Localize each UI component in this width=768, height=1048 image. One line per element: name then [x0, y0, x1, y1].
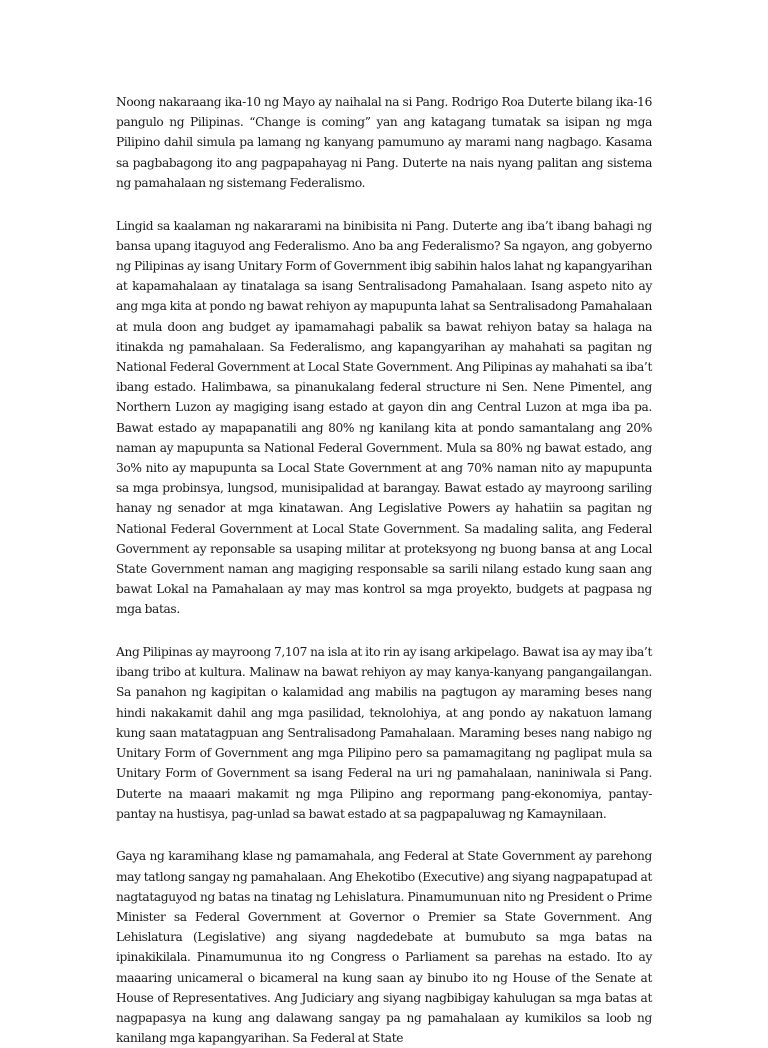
- paragraph-federalismo: Lingid sa kaalaman ng nakararami na binibisita ni Pang. Duterte ang iba’t ibang bahagi ng bansa upang itaguyod ang Federalismo. Ano ba ang Federalismo? Sa ngayon, ang gobyerno ng Pilipinas ay isang Unitary Form of Government ibig sabihin halos lahat ng kapangyarihan at kapamahalaan ay tinatalaga sa isang Sentralisadong Pamahalaan. Isang aspeto nito ay ang mga kita at pondo ng bawat rehiyon ay mapupunta lahat sa Sentralisadong Pamahalaan at mula doon ang budget ay ipamamahagi pabalik sa bawat rehiyon batay sa halaga na itinakda ng pamahalaan. Sa Federalismo, ang kapangyarihan ay mahahati sa pagitan ng National Federal Government at Local State Government. Ang Pilipinas ay mahahati sa iba’t ibang estado. Halimbawa, sa pinanukalang federal structure ni Sen. Nene Pimentel, ang Northern Luzon ay magiging isang estado at gayon din ang Central Luzon at mga iba pa. Bawat estado ay mapapanatili ang 80% ng kanilang kita at pondo samantalang ang 20% naman ay mapupunta sa National Federal Government. Mula sa 80% ng bawat estado, ang 3o% nito ay mapupunta sa Local State Government at ang 70% naman nito ay mapupunta sa mga probinsya, lungsod, munisipalidad at barangay. Bawat estado ay mayroong sariling hanay ng senador at mga kinatawan. Ang Legislative Powers ay hahatiin sa pagitan ng National Federal Government at Local State Government. Sa madaling salita, ang Federal Government ay reponsable sa usaping militar at proteksyong ng buong bansa at ang Local State Government naman ang magiging responsable sa sarili nilang estado kung saan ang bawat Lokal na Pamahalaan ay may mas kontrol sa mga proyekto, budgets at pagpasa ng mga batas.: [116, 218, 652, 617]
- paragraph-intro: Noong nakaraang ika-10 ng Mayo ay naihalal na si Pang. Rodrigo Roa Duterte bilang ika-16 pangulo ng Pilipinas. “Change is coming” yan ang katagang tumatak sa isipan ng mga Pilipino dahil simula pa lamang ng kanyang pamumuno ay marami nang nagbago. Kasama sa pagbabagong ito ang pagpapahayag ni Pang. Duterte na nais nyang palitan ang sistema ng pamahalaan ng sistemang Federalismo.: [116, 95, 652, 190]
- paragraph-arkipelago: Ang Pilipinas ay mayroong 7,107 na isla at ito rin ay isang arkipelago. Bawat isa ay may iba’t ibang tribo at kultura. Malinaw na bawat rehiyon ay may kanya-kanyang pangangailangan. Sa panahon ng kagipitan o kalamidad ang mabilis na pagtugon ay maraming beses nang hindi nakakamit dahil ang mga pasilidad, teknolohiya, at ang pondo ay nakatuon lamang kung saan matatagpuan ang Sentralisadong Pamahalaan. Maraming beses nang nabigo ng Unitary Form of Government ang mga Pilipino pero sa pamamagitang ng paglipat mula sa Unitary Form of Government sa isang Federal na uri ng pamahalaan, naniniwala si Pang. Duterte na maaari makamit ng mga Pilipino ang repormang pang-ekonomiya, pantay-pantay na hustisya, pag-unlad sa bawat estado at sa pagpapaluwag ng Kamaynilaan.: [116, 645, 652, 821]
- paragraph-sangay-ng-pamahalaan: Gaya ng karamihang klase ng pamamahala, ang Federal at State Government ay parehong may tatlong sangay ng pamahalaan. Ang Ehekotibo (Executive) ang siyang nagpapatupad at nagtataguyod ng batas na tinatag ng Lehislatura. Pinamumunuan nito ng President o Prime Minister sa Federal Government at Governor o Premier sa State Government. Ang Lehislatura (Legislative) ang siyang nagdedebate at bumubuto sa mga batas na ipinakikilala. Pinamumunua ito ng Congress o Parliament sa parehas na estado. Ito ay maaaring unicameral o bicameral na kung saan ay binubo ito ng House of the Senate at House of Representatives. Ang Judiciary ang siyang nagbibigay kahulugan sa mga batas at nagpapasya na kung ang dalawang sangay pa ng pamahalaan ay kumikilos sa loob ng kanilang mga kapangyarihan. Sa Federal at State: [116, 849, 652, 1046]
